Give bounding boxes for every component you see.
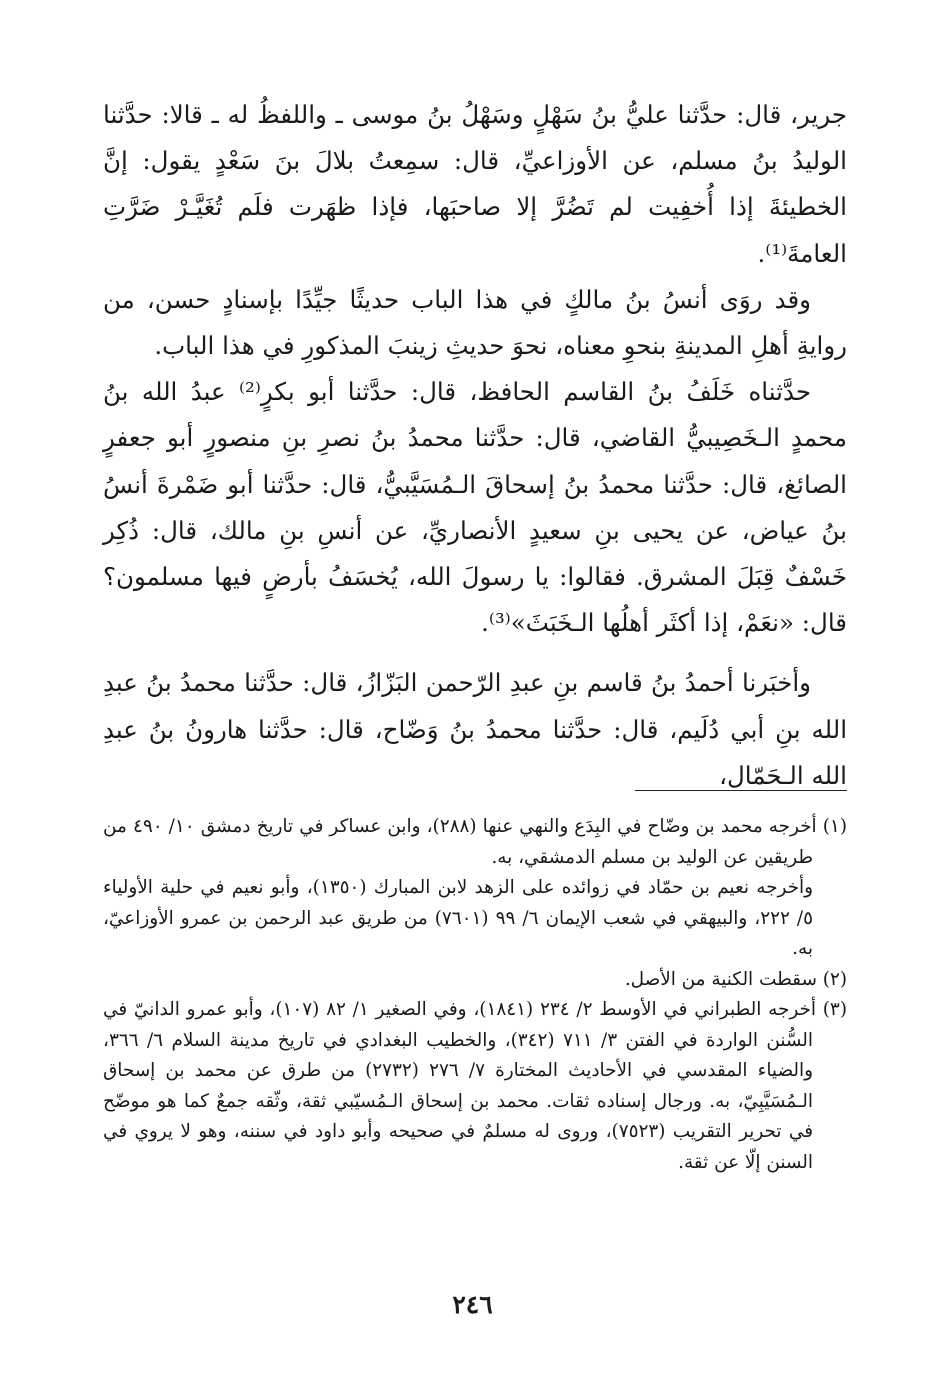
footnote-1 (103, 812, 847, 873)
footnote-separator (635, 790, 847, 791)
paragraph-1: جرير، قال: حدَّثنا عليُّ بنُ سَهْلٍ وسَهْلُ بنُ موسى ـ واللفظُ له ـ قالا: حدَّثنا الوليدُ بنُ مسلم، عن الأوزاعيِّ، قال: سمِعتُ بلالَ بنَ سَعْدٍ يقول: إنَّ الخطيئةَ إذا أُخفِيت لم تَضُرَّ إلا صاحبَها، فإذا ظهَرت فلَم تُغَيَّـرْ ضَرَّتِ العامةَ⁽¹⁾. (103, 100, 847, 268)
main-text (103, 92, 847, 799)
page-number: ٢٤٦ (452, 1290, 493, 1319)
footnote-number: (١) (822, 816, 847, 837)
paragraph-4: وأخبَرنا أحمدُ بنُ قاسم بنِ عبدِ الرّحمن البَزّازُ، قال: حدَّثنا محمدُ بنُ عبدِ الله بنِ أبي دُلَيم، قال: حدَّثنا محمدُ بنُ وَضّاح، قال: حدَّثنا هارونُ بنُ عبدِ الله الـحَمّال، (103, 668, 847, 790)
footnote-number: (٣) (822, 999, 847, 1020)
paragraph-3: حدَّثناه خَلَفُ بنُ القاسم الحافظ، قال: حدَّثنا أبو بكرٍ⁽²⁾ عبدُ الله بنُ محمدٍ الـخَصِيبيُّ القاضي، قال: حدَّثنا محمدُ بنُ نصرِ بنِ منصورٍ أبو جعفرٍ الصائغ، قال: حدَّثنا محمدُ بنُ إسحاقَ الـمُسَيَّبيُّ، قال: حدَّثنا أبو ضَمْرةَ أنسُ بنُ عياض، عن يحيى بنِ سعيدٍ الأنصاريِّ، عن أنسِ بنِ مالك، قال: ذُكِر خَسْفٌ قِبَلَ المشرق. فقالوا: يا رسولَ الله، يُخسَفُ بأرضٍ فيها مسلمون؟ قال: «نعَمْ، إذا أكثَر أهلُها الـخَبَثَ»⁽³⁾. (103, 377, 847, 638)
footnote-text: أخرجه الطبراني في الأوسط ٢/ ٢٣٤ (١٨٤١)، وفي الصغير ١/ ٨٢ (١٠٧)، وأبو عمرو الدانيّ في السُّنن الواردة في الفتن ٣/ ٧١١ (٣٤٢)، والخطيب البغدادي في تاريخ مدينة السلام ٦/ ٣٦٦، والضياء المقدسي في الأحاديث المختارة ٧/ ٢٧٦ (٢٧٣٢) من طرق عن محمد بن إسحاق الـمُسَيَّبِيّ، به. ورجال إسناده ثقات. محمد بن إسحاق الـمُسيّبي ثقة، وثّقه جمعٌ كما هو موضّح في تحرير التقريب (٧٥٢٣)، وروى له مسلمٌ في صحيحه وأبو داود في سننه، وهو لا يروي في السنن إلّا عن ثقة. (103, 999, 816, 1173)
footnote-1-continuation: وأخرجه نعيم بن حمّاد في زوائده على الزهد لابن المبارك (١٣٥٠)، وأبو نعيم في حلية الأولياء ٥/ ٢٢٢، والبيهقي في شعب الإيمان ٦/ ٩٩ (٧٦٠١) من طريق عبد الرحمن بن عمرو الأوزاعيّ، به. (103, 877, 813, 959)
footnote-text: سقطت الكنية من الأصل. (624, 968, 817, 990)
footnote-3 (103, 995, 847, 1178)
footnote-text: أخرجه محمد بن وضّاح في البِدَع والنهي عنها (٢٨٨)، وابن عساكر في تاريخ دمشق ١٠/ ٤٩٠ من طريقين عن الوليد بن مسلم الدمشقي، به. (103, 816, 817, 868)
footnotes (103, 812, 847, 1178)
footnote-number: (٢) (822, 968, 847, 990)
paragraph-2: وقد روَى أنسُ بنُ مالكٍ في هذا الباب حديثًا جيِّدًا بإسنادٍ حسن، من روايةِ أهلِ المدينةِ بنحوِ معناه، نحوَ حديثِ زينبَ المذكورِ في هذا الباب. (103, 284, 847, 361)
footnote-2 (103, 965, 847, 996)
